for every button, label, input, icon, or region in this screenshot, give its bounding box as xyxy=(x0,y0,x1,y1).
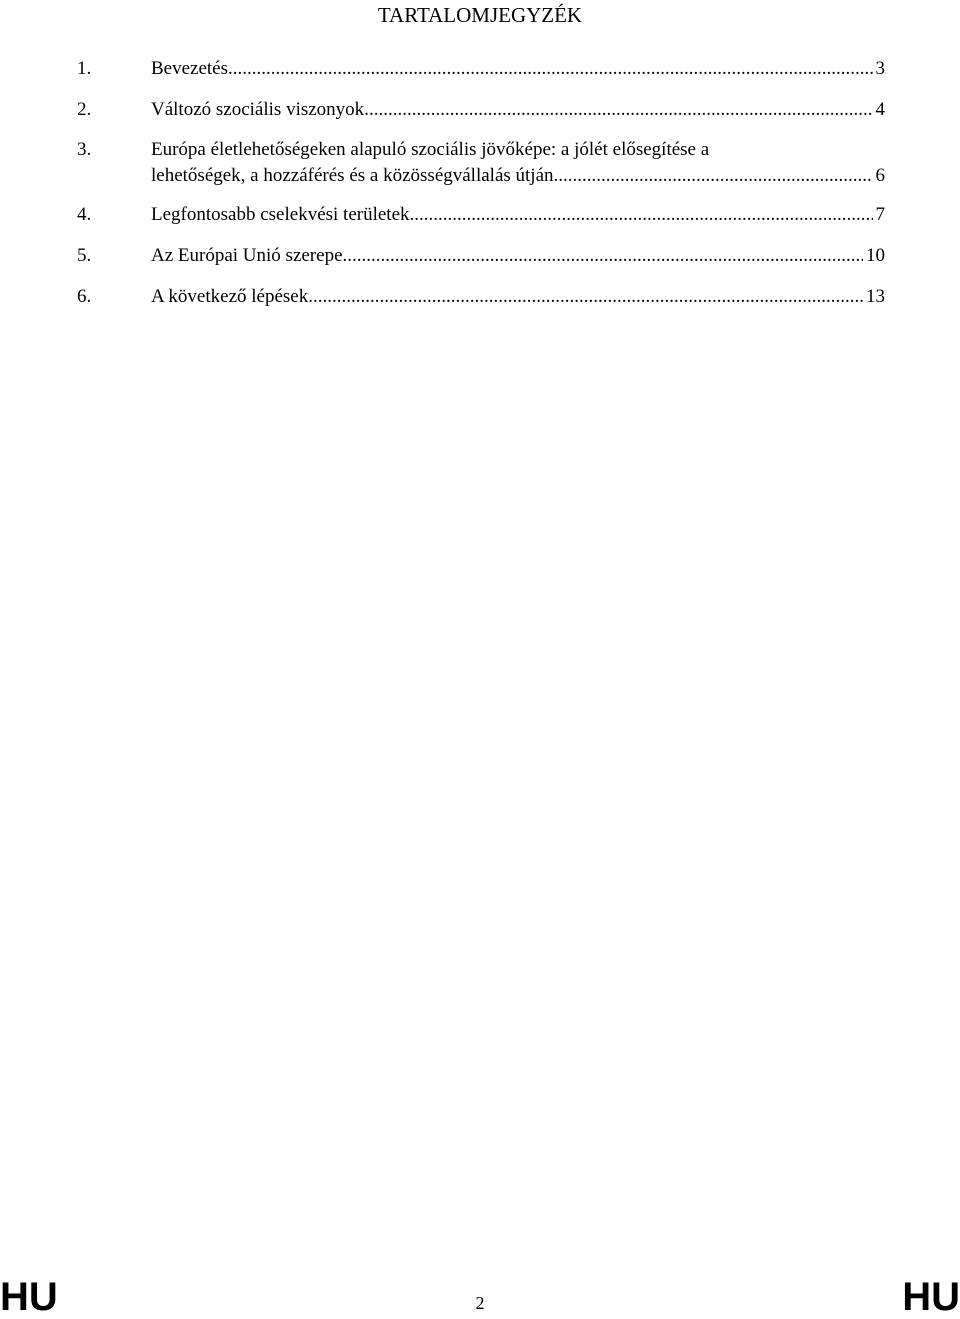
toc-entry-number: 1. xyxy=(77,58,92,79)
dot-leader xyxy=(364,99,872,121)
toc-entry-6[interactable] xyxy=(77,286,885,308)
toc-entry-label-line-1: Európa életlehetőségeken alapuló szociális jövőképe: a jólét elősegítése a xyxy=(151,139,710,160)
toc-entry-5[interactable] xyxy=(77,245,885,267)
toc-entry-label: Legfontosabb cselekvési területek xyxy=(151,204,410,225)
toc-entry-number: 5. xyxy=(77,245,92,266)
toc-entry-label: A következő lépések xyxy=(151,286,309,307)
toc-entry-number: 2. xyxy=(77,99,92,120)
dot-leader xyxy=(308,286,863,308)
toc-entry-4[interactable] xyxy=(77,204,885,226)
toc-entry-page: 13 xyxy=(866,286,885,307)
toc-entry-label-line-2: lehetőségek, a hozzáférés és a közösségvállalás útján xyxy=(151,165,554,186)
toc-entry-page: 4 xyxy=(875,99,885,120)
toc-entry-page: 3 xyxy=(875,58,885,79)
toc-entry-2[interactable] xyxy=(77,99,885,121)
dot-leader xyxy=(228,58,872,80)
toc-entry-page: 10 xyxy=(866,245,885,266)
footer-page-number: 2 xyxy=(475,1293,485,1313)
toc-entry-number: 3. xyxy=(77,139,92,160)
dot-leader xyxy=(554,165,873,187)
toc-entry-label: Az Európai Unió szerepe xyxy=(151,245,343,266)
footer-language-mark-left: HU xyxy=(0,1275,58,1319)
toc-entry-label: Változó szociális viszonyok xyxy=(151,99,365,120)
dot-leader xyxy=(343,245,863,267)
toc-entry-number: 6. xyxy=(77,286,92,307)
page-title: TARTALOMJEGYZÉK xyxy=(377,3,583,27)
toc-entry-number: 4. xyxy=(77,204,92,225)
dot-leader xyxy=(410,204,873,226)
toc-entry-3[interactable] xyxy=(77,139,885,187)
toc-entry-page: 7 xyxy=(875,204,885,225)
footer-language-mark-right: HU xyxy=(902,1275,960,1319)
toc-entry-page: 6 xyxy=(875,165,885,186)
toc-entry-1[interactable] xyxy=(77,58,885,80)
toc-entry-label: Bevezetés xyxy=(151,58,229,79)
